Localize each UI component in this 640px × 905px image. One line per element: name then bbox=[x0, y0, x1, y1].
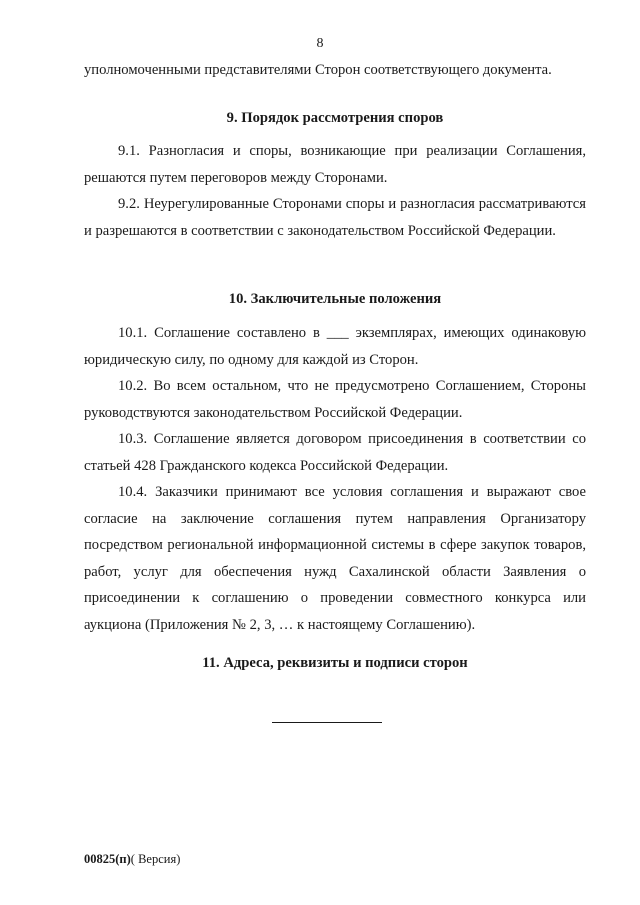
footer-code: 00825(п) bbox=[84, 852, 131, 866]
signature-line bbox=[272, 722, 382, 723]
footer bbox=[84, 852, 180, 867]
section-11-title: 11. Адреса, реквизиты и подписи сторон bbox=[202, 655, 468, 671]
section-9-title: 9. Порядок рассмотрения споров bbox=[226, 110, 444, 126]
paragraph-10-3: 10.3. Соглашение является договором присоединения в соответствии со статьей 428 Гражданского кодекса Российской Федерации. bbox=[84, 431, 586, 474]
section-10-title: 10. Заключительные положения bbox=[228, 291, 442, 307]
section-9-body bbox=[84, 138, 586, 244]
paragraph-10-4: 10.4. Заказчики принимают все условия соглашения и выражают свое согласие на заключение соглашения путем направления Организатору посредством региональной информационной системы в сфере закупок товаров, работ, услуг для обеспечения нужд Сахалинской области Заявления о присоединении к соглашению о проведении совместного конкурса или аукциона (Приложения № 2, 3, … к настоящему Соглашению). bbox=[84, 484, 586, 633]
section-10-body bbox=[84, 320, 586, 638]
continuation-line: уполномоченными представителями Сторон соответствующего документа. bbox=[84, 62, 552, 78]
footer-version: ( Версия) bbox=[130, 852, 181, 866]
paragraph-9-2: 9.2. Неурегулированные Сторонами споры и разногласия рассматриваются и разрешаются в соответствии с законодательством Российской Федерации. bbox=[84, 196, 586, 239]
page-number: 8 bbox=[316, 36, 324, 51]
paragraph-10-1: 10.1. Соглашение составлено в ___ экземплярах, имеющих одинаковую юридическую силу, по одному для каждой из Сторон. bbox=[84, 325, 586, 368]
paragraph-9-1: 9.1. Разногласия и споры, возникающие при реализации Соглашения, решаются путем переговоров между Сторонами. bbox=[84, 143, 586, 186]
paragraph-10-2: 10.2. Во всем остальном, что не предусмотрено Соглашением, Стороны руководствуются законодательством Российской Федерации. bbox=[84, 378, 586, 421]
